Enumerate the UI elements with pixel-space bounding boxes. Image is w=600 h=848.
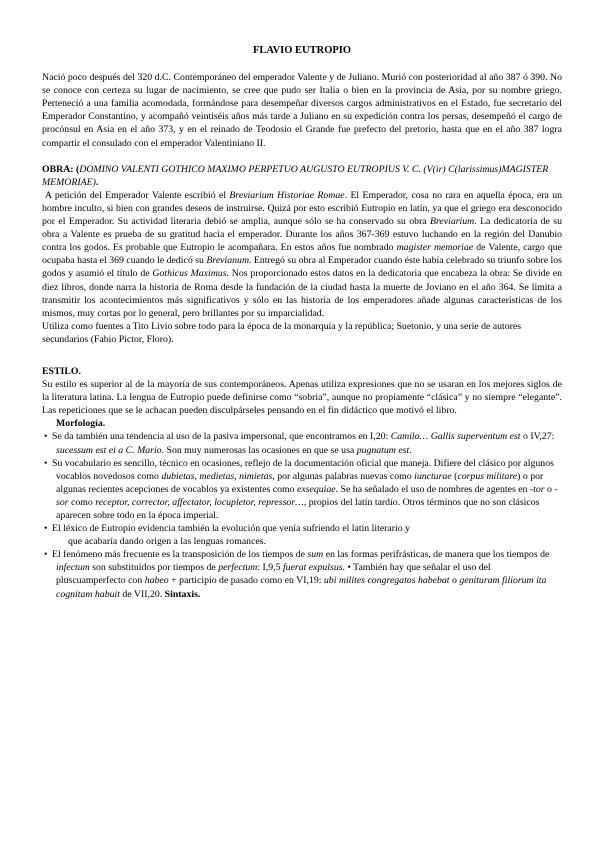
list-item: • El fenómeno más frecuente es la transposición de los tiempos de sum en las formas perifrásticas, de manera que los tiempos de infectum son substituidos por tiempos de perfectum: I,9,5 fuerat expulsus. • También hay que señalar el uso del pluscuamperfecto con habeo + participio de pasado como en VI,19: ubi milites congregatos habebat o genituram filiorum ita cognitam habuit de VII,20. Sintaxis. (44, 549, 550, 600)
bullet-icon: • (44, 549, 48, 561)
list-item: • El léxico de Eutropio evidencia también la evolución que venía sufriendo el latín literario y que acabaría dando origen a las lenguas romances. (44, 523, 411, 548)
obra-label: OBRA: ( (42, 163, 80, 175)
obra-heading: OBRA: (DOMINO VALENTI GOTHICO MAXIMO PERPETUO AUGUSTO EUTROPIUS V. C. (V(ir) C(larissimus)MAGISTER MEMORIAE). (42, 163, 549, 188)
obra-sources-paragraph: Utiliza como fuentes a Tito Livio sobre todo para la época de la monarquía y la república; Suetonio, y una serie de autores secundarios (Fabio Pictor, Floro). (42, 320, 522, 345)
document-title: FLAVIO EUTROPIO (252, 45, 352, 56)
obra-latin-title: DOMINO VALENTI GOTHICO MAXIMO PERPETUO AUGUSTO EUTROPIUS V. C. (V(ir) C(larissimus)MAGISTER MEMORIAE) (42, 163, 549, 188)
bullet-icon: • (44, 457, 48, 469)
intro-paragraph: Nació poco después del 320 d.C. Contemporáneo del emperador Valente y de Juliano. Murió con posterioridad al año 387 ó 390. No se conoce con certeza su lugar de nacimiento, se cree que pudo ser Italia o bien en la provincia de Asia, por su nombre griego. Perteneció a una familia acomodada, formándose para desempeñar diversos cargos administrativos en el Estado, fue secretario del Emperador Constantino, y acompañó veintiséis años más tarde a Juliano en su expedición contra los persas, desempeñó el cargo de procónsul en Asia en el año 373, y en el reinado de Teodosio el Grande fue prefecto del pretorio, hasta que en el año 387 logra compartir el consulado con el emperador Valentiniano II. (42, 72, 562, 149)
estilo-heading: ESTILO. (42, 365, 81, 377)
document-page (42, 44, 562, 601)
bullet-icon: • (44, 523, 48, 535)
list-item: • Se da también una tendencia al uso de la pasiva impersonal, que encontramos en I,20: Camilo… Gallis superventum est o IV,27: sucessum est ei a C. Mario. Son muy numerosas las ocasiones en que se usa pugnatum est. (44, 431, 555, 456)
list-item: • Su vocabulario es sencillo, técnico en ocasiones, reflejo de la documentación oficial que maneja. Difiere del clásico por algunos vocablos novedosos como dubietas, medietas, nimietas, por algunas palabras nuevas como iuncturae (corpus militare) o por algunas recientes acepciones de vocablos ya existentes como exsequiae. Se ha señalado el uso de nombres de agentes en -tor o -sor como receptor, corrector, affectator, locupletor, repressor…, propios del latín tardío. Otros términos que no son clásicos aparecen sobre todo en la época imperial. (44, 457, 558, 521)
obra-paragraph: A petición del Emperador Valente escribió el Breviarium Historiae Romae. El Emperador, cosa no rara en aquella época, era un hombre inculto, si bien con grandes deseos de instruirse. Quizá por esto escribió Eutropio en latín, ya que el griego era desconocido por el Emperador. Su actividad literaria debió se amplia, aunque sólo se ha conservado su obra Breviarium. La dedicatoria de su obra a Valente es prueba de su gratitud hacia el emperador. Durante los años 367-369 estuvo luchando en la región del Danubio contra los godos. Es probable que Eutropio le acompañara. En estos años fue nombrado magister memoriae de Valente, cargo que ocupaba hasta el 369 cuando le dedicó su Brevianum. Entregó su obra al Emperador cuando éste había celebrado su triunfo sobre los godos y asumió el título de Gothicus Maximus. Nos proporcionado estos datos en la dedicatoria que encabeza la obra: Se divide en diez libros, donde narra la historia de Roma desde la fundación de la ciudad hasta la muerte de Joviano en el año 364. Se limita a transmitir los acontecimientos más significativos y sólo en las historia de los emperadores añade algunas características de los mismos, muy cortas por lo general, pero brillantes por su imparcialidad. (42, 189, 563, 319)
estilo-paragraph: Su estilo es superior al de la mayoría de sus contemporáneos. Apenas utiliza expresiones que no se usaran en los mejores siglos de la literatura latina. La lengua de Eutropio puede definirse como “sobria”, aunque no propiamente “clásica” y no siempre “elegante”. Las repeticiones que se le achacan pueden disculpárseles pensando en el fin didáctico que motivó el libro. (42, 379, 562, 417)
morfologia-heading: Morfología. (56, 418, 106, 430)
bullet-icon: • (44, 431, 48, 443)
